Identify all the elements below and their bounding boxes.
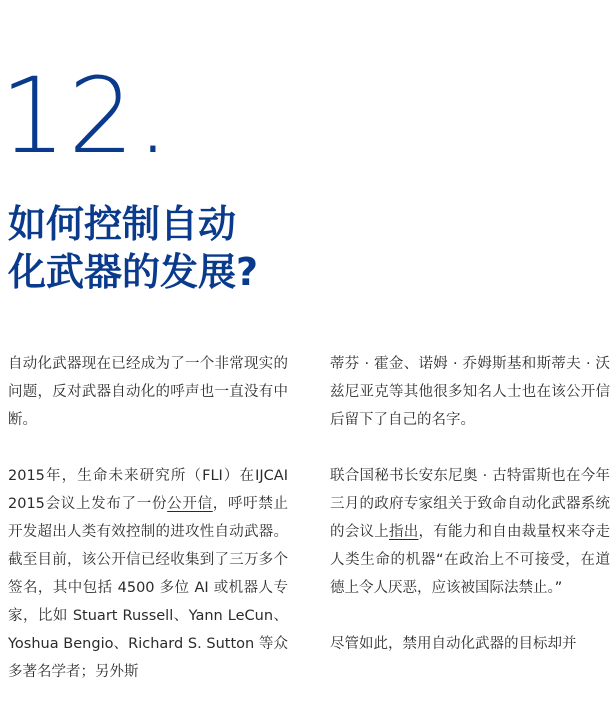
open-letter-link[interactable]: 公开信: [167, 496, 213, 512]
paragraph-text: 2015年，生命未来研究所（FLI）在IJCAI 2015会议上发布了一份: [8, 468, 288, 512]
paragraph: [8, 462, 288, 686]
chapter-number: 12.: [0, 55, 172, 177]
page-title: [8, 200, 328, 296]
title-line-2: 化武器的发展?: [8, 250, 259, 294]
paragraph: 蒂芬 · 霍金、诺姆 · 乔姆斯基和斯蒂夫 · 沃兹尼亚克等其他很多知名人士也在该公开信后留下了自己的名字。: [330, 356, 610, 428]
paragraph: 尽管如此，禁用自动化武器的目标却并: [330, 636, 577, 652]
paragraph-text: 联合国秘书长安东尼奥 · 古特雷斯也在今年三月的政府专家组关于致命自动化武器系统的会议上: [330, 468, 610, 540]
paragraph: 自动化武器现在已经成为了一个非常现实的问题，反对武器自动化的呼声也一直没有中断。: [8, 356, 288, 428]
pointed-out-link[interactable]: 指出: [389, 524, 419, 540]
left-column: [8, 350, 288, 714]
right-column: [330, 350, 610, 686]
title-line-1: 如何控制自动: [8, 202, 237, 246]
paragraph-text: ，有能力和自由裁量权来夺走人类生命的机器“在政治上不可接受，在道德上令人厌恶，应该被国际法禁止。”: [330, 524, 610, 596]
paragraph-text: ，呼吁禁止开发超出人类有效控制的进攻性自动武器。截至目前，该公开信已经收集到了三万多个签名，其中包括 4500 多位 AI 或机器人专家，比如 Stuart Russell、Yann LeCun、Yoshua Bengio、Richard S. Sutton 等众多著名学者；另外斯: [8, 496, 289, 680]
paragraph: [330, 462, 610, 602]
